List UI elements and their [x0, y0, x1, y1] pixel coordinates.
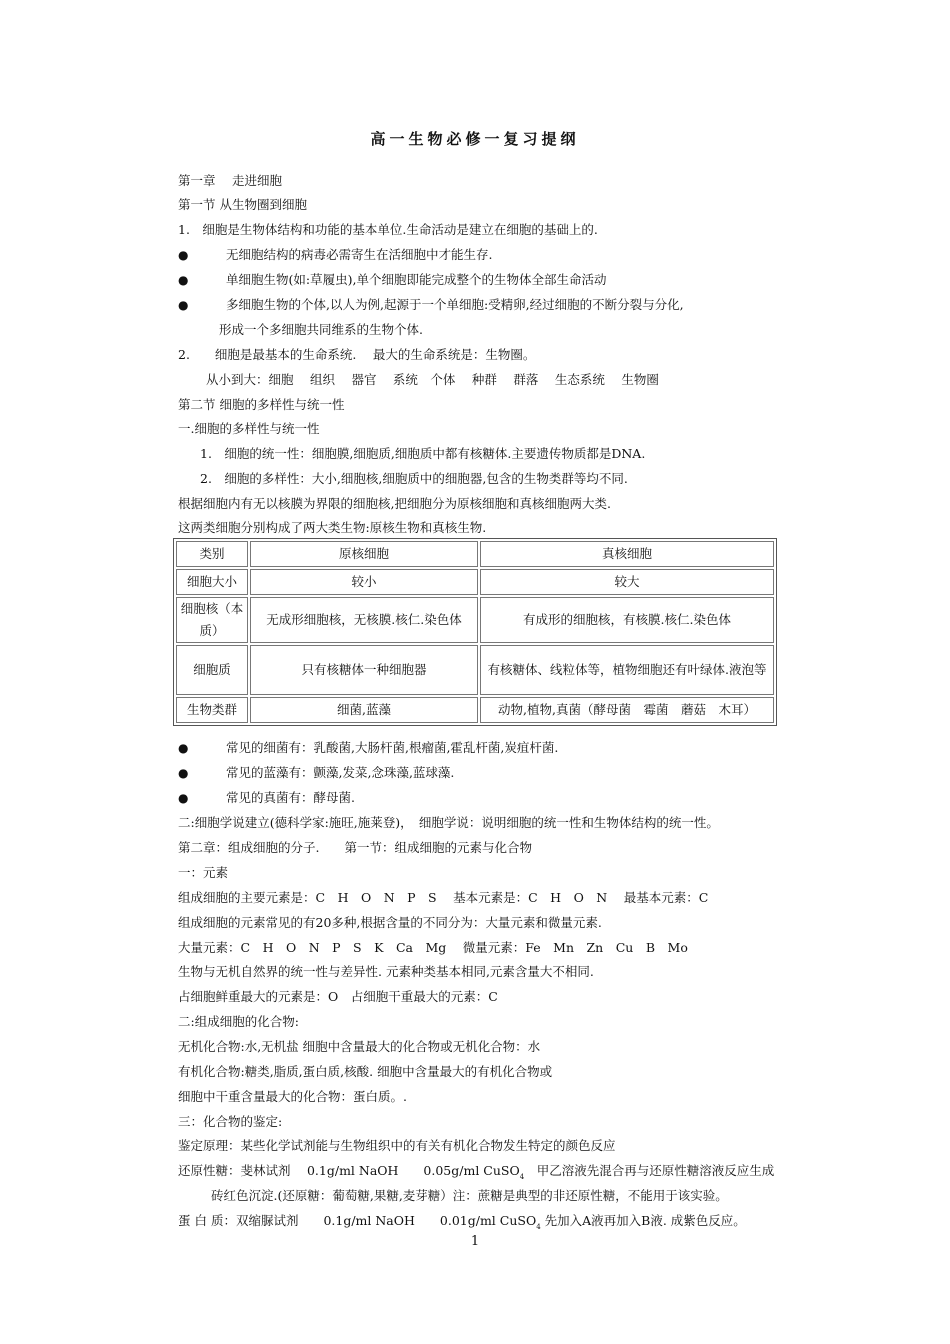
table-header-cell: 原核细胞	[250, 541, 478, 567]
subscript: 4	[536, 1223, 541, 1231]
bullet-text: 单细胞生物(如:草履虫),单个细胞即能完成整个的生物体全部生命活动	[226, 272, 607, 287]
table-cell: 细胞核（本质）	[176, 597, 248, 643]
subheading: 一：元素	[178, 865, 229, 880]
text-run: 先加入A液再加入B液. 成紫色反应。	[540, 1213, 746, 1228]
numbered-item: 2. 细胞的多样性：大小,细胞核,细胞质中的细胞器,包含的生物类群等均不同.	[200, 471, 628, 486]
table-cell: 较大	[480, 569, 774, 595]
table-row	[176, 697, 774, 723]
paragraph: 从小到大：细胞 组织 器官 系统 个体 种群 群落 生态系统 生物圈	[206, 372, 659, 387]
paragraph: 大量元素：C H O N P S K Ca Mg 微量元素：Fe Mn Zn Cu B Mo	[178, 940, 688, 955]
paragraph: 有机化合物:糖类,脂质,蛋白质,核酸. 细胞中含量最大的有机化合物或	[178, 1064, 553, 1079]
paragraph: 细胞中干重含量最大的化合物：蛋白质。.	[178, 1089, 407, 1104]
table-cell: 无成形细胞核，无核膜.核仁.染色体	[250, 597, 478, 643]
paragraph: 无机化合物:水,无机盐 细胞中含量最大的化合物或无机化合物：水	[178, 1039, 541, 1054]
bullet-icon: ●	[178, 791, 189, 805]
table-header-row	[176, 541, 774, 567]
text-run: 还原性糖：斐林试剂 0.1g/ml NaOH 0.05g/ml CuSO	[178, 1163, 520, 1178]
text-run: 蛋 白 质：双缩脲试剂 0.1g/ml NaOH 0.01g/ml CuSO	[178, 1213, 537, 1228]
table-row	[176, 569, 774, 595]
table-cell: 较小	[250, 569, 478, 595]
paragraph: 生物与无机自然界的统一性与差异性. 元素种类基本相同,元素含量大不相同.	[178, 964, 594, 979]
paragraph: 组成细胞的主要元素是：C H O N P S 基本元素是：C H O N 最基本元素：C	[178, 890, 709, 905]
section-1-heading: 第一节 从生物圈到细胞	[178, 197, 307, 212]
table-cell: 细菌,蓝藻	[250, 697, 478, 723]
table-cell: 生物类群	[176, 697, 248, 723]
paragraph	[178, 1162, 774, 1186]
bullet-icon: ●	[178, 248, 189, 262]
paragraph: 组成细胞的元素常见的有20多种,根据含量的不同分为：大量元素和微量元素.	[178, 915, 602, 930]
subscript: 4	[519, 1173, 525, 1181]
bullet-icon: ●	[178, 273, 189, 287]
subheading: 一.细胞的多样性与统一性	[178, 421, 320, 436]
paragraph: 根据细胞内有无以核膜为界限的细胞核,把细胞分为原核细胞和真核细胞两大类.	[178, 496, 611, 511]
text-run: 甲乙溶液先混合再与还原性糖溶液反应生成	[524, 1163, 775, 1178]
bullet-text: 常见的真菌有：酵母菌.	[226, 790, 355, 805]
bullet-icon: ●	[178, 298, 189, 312]
table-cell: 只有核糖体一种细胞器	[250, 645, 478, 695]
numbered-item: 1. 细胞的统一性：细胞膜,细胞质,细胞质中都有核糖体.主要遗传物质都是DNA.	[200, 446, 646, 461]
paragraph: 鉴定原理：某些化学试剂能与生物组织中的有关有机化合物发生特定的颜色反应	[178, 1138, 616, 1153]
bullet-icon: ●	[178, 741, 189, 755]
bullet-text: 多细胞生物的个体,以人为例,起源于一个单细胞:受精卵,经过细胞的不断分裂与分化,	[226, 297, 684, 312]
document-title: 高一生物必修一复习提纲	[370, 130, 580, 148]
paragraph: 2. 细胞是最基本的生命系统. 最大的生命系统是：生物圈。	[178, 347, 536, 362]
paragraph-continuation: 砖红色沉淀.(还原糖：葡萄糖,果糖,麦芽糖）注：蔗糖是典型的非还原性糖，不能用于该实验。	[211, 1188, 728, 1203]
bullet-text: 常见的蓝藻有：颤藻,发菜,念珠藻,蓝球藻.	[226, 765, 455, 780]
page-number: 1	[470, 1234, 480, 1249]
table-cell: 有核糖体、线粒体等，植物细胞还有叶绿体.液泡等	[480, 645, 774, 695]
table-header-cell: 真核细胞	[480, 541, 774, 567]
paragraph: 占细胞鲜重最大的元素是：O 占细胞干重最大的元素：C	[178, 989, 498, 1004]
table-header-cell: 类别	[176, 541, 248, 567]
table-cell: 有成形的细胞核，有核膜.核仁.染色体	[480, 597, 774, 643]
table-row	[176, 597, 774, 643]
subheading: 二:细胞学说建立(德科学家:施旺,施莱登)， 细胞学说：说明细胞的统一性和生物体结构的统一性。	[178, 815, 719, 830]
subheading: 三：化合物的鉴定:	[178, 1114, 283, 1129]
table-cell: 动物,植物,真菌（酵母菌 霉菌 蘑菇 木耳）	[480, 697, 774, 723]
bullet-text: 无细胞结构的病毒必需寄生在活细胞中才能生存.	[226, 247, 493, 262]
table-cell: 细胞质	[176, 645, 248, 695]
paragraph: 这两类细胞分别构成了两大类生物:原核生物和真核生物.	[178, 520, 487, 535]
chapter-1-heading: 第一章 走进细胞	[178, 173, 282, 188]
section-2-heading: 第二节 细胞的多样性与统一性	[178, 397, 345, 412]
chapter-2-heading: 第二章：组成细胞的分子. 第一节：组成细胞的元素与化合物	[178, 840, 532, 855]
subheading: 二:组成细胞的化合物:	[178, 1014, 299, 1029]
bullet-icon: ●	[178, 766, 189, 780]
table-row	[176, 645, 774, 695]
paragraph	[178, 1212, 746, 1236]
table-cell: 细胞大小	[176, 569, 248, 595]
bullet-text: 常见的细菌有：乳酸菌,大肠杆菌,根瘤菌,霍乱杆菌,炭疽杆菌.	[226, 740, 559, 755]
comparison-table	[173, 538, 777, 726]
bullet-text-continuation: 形成一个多细胞共同维系的生物个体.	[219, 322, 423, 337]
paragraph: 1. 细胞是生物体结构和功能的基本单位.生命活动是建立在细胞的基础上的.	[178, 222, 598, 237]
